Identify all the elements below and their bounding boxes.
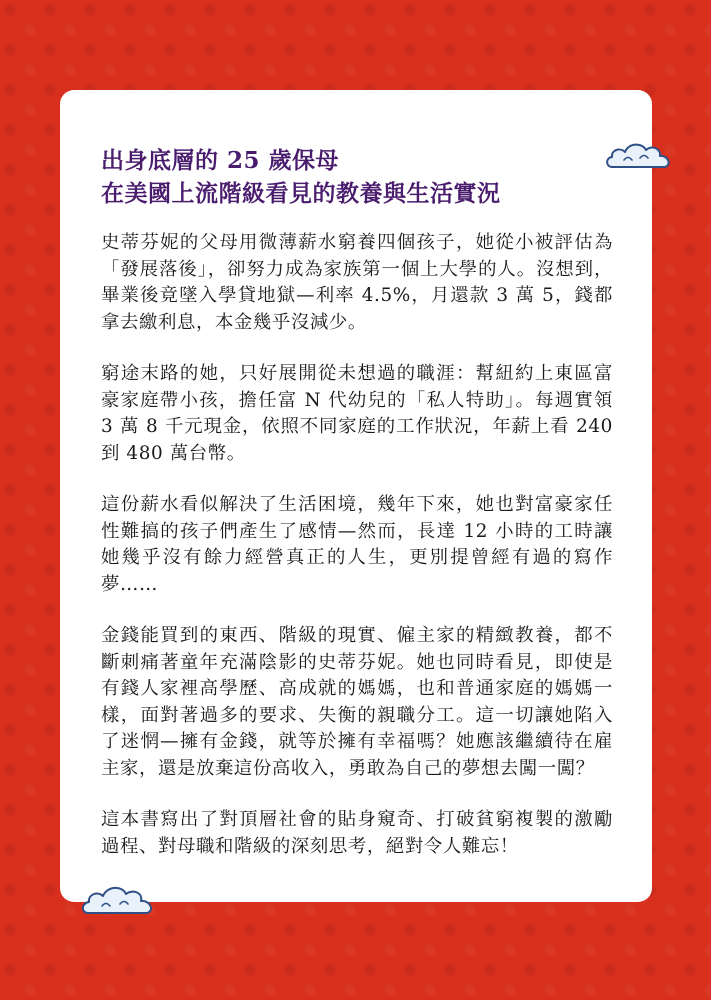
book-title: [101, 144, 501, 210]
paragraph-5: 這本書寫出了對頂層社會的貼身窺奇、打破貧窮複製的激勵過程、對母職和階級的深刻思考，絕對令人難忘！: [101, 809, 613, 857]
cloud-icon: [80, 880, 158, 920]
paragraph-4: 金錢能買到的東西、階級的現實、僱主家的精緻教養，都不斷刺痛著童年充滿陰影的史蒂芬妮。她也同時看見，即使是有錢人家裡高學歷、高成就的媽媽，也和普通家庭的媽媽一樣，面對著過多的要求、失衡的親職分工。這一切讓她陷入了迷惘—擁有金錢，就等於擁有幸福嗎？她應該繼續待在雇主家，還是放棄這份高收入，勇敢為自己的夢想去闖一闖？: [101, 625, 613, 779]
paragraph-3: 這份薪水看似解決了生活困境，幾年下來，她也對富豪家任性難搞的孩子們產生了感情—然而，長達 12 小時的工時讓她幾乎沒有餘力經營真正的人生，更別提曾經有過的寫作夢……: [101, 494, 613, 595]
title-line-1: 出身底層的 25 歲保母: [101, 147, 340, 174]
cloud-icon: [604, 137, 674, 173]
paragraph-1: 史蒂芬妮的父母用微薄薪水窮養四個孩子，她從小被評估為「發展落後」，卻努力成為家族第一個上大學的人。沒想到，畢業後竟墜入學貸地獄—利率 4.5%，月還款 3 萬 5，錢都拿去繳利息，本金幾乎沒減少。: [101, 232, 613, 333]
paragraph-2: 窮途末路的她，只好展開從未想過的職涯：幫紐約上東區富豪家庭帶小孩，擔任富 N 代幼兒的「私人特助」。每週實領 3 萬 8 千元現金，依照不同家庭的工作狀況，年薪上看 240 到 480 萬台幣。: [101, 363, 613, 464]
content-card: [60, 90, 652, 902]
description-body: [101, 230, 613, 885]
title-line-2: 在美國上流階級看見的教養與生活實況: [101, 180, 501, 207]
